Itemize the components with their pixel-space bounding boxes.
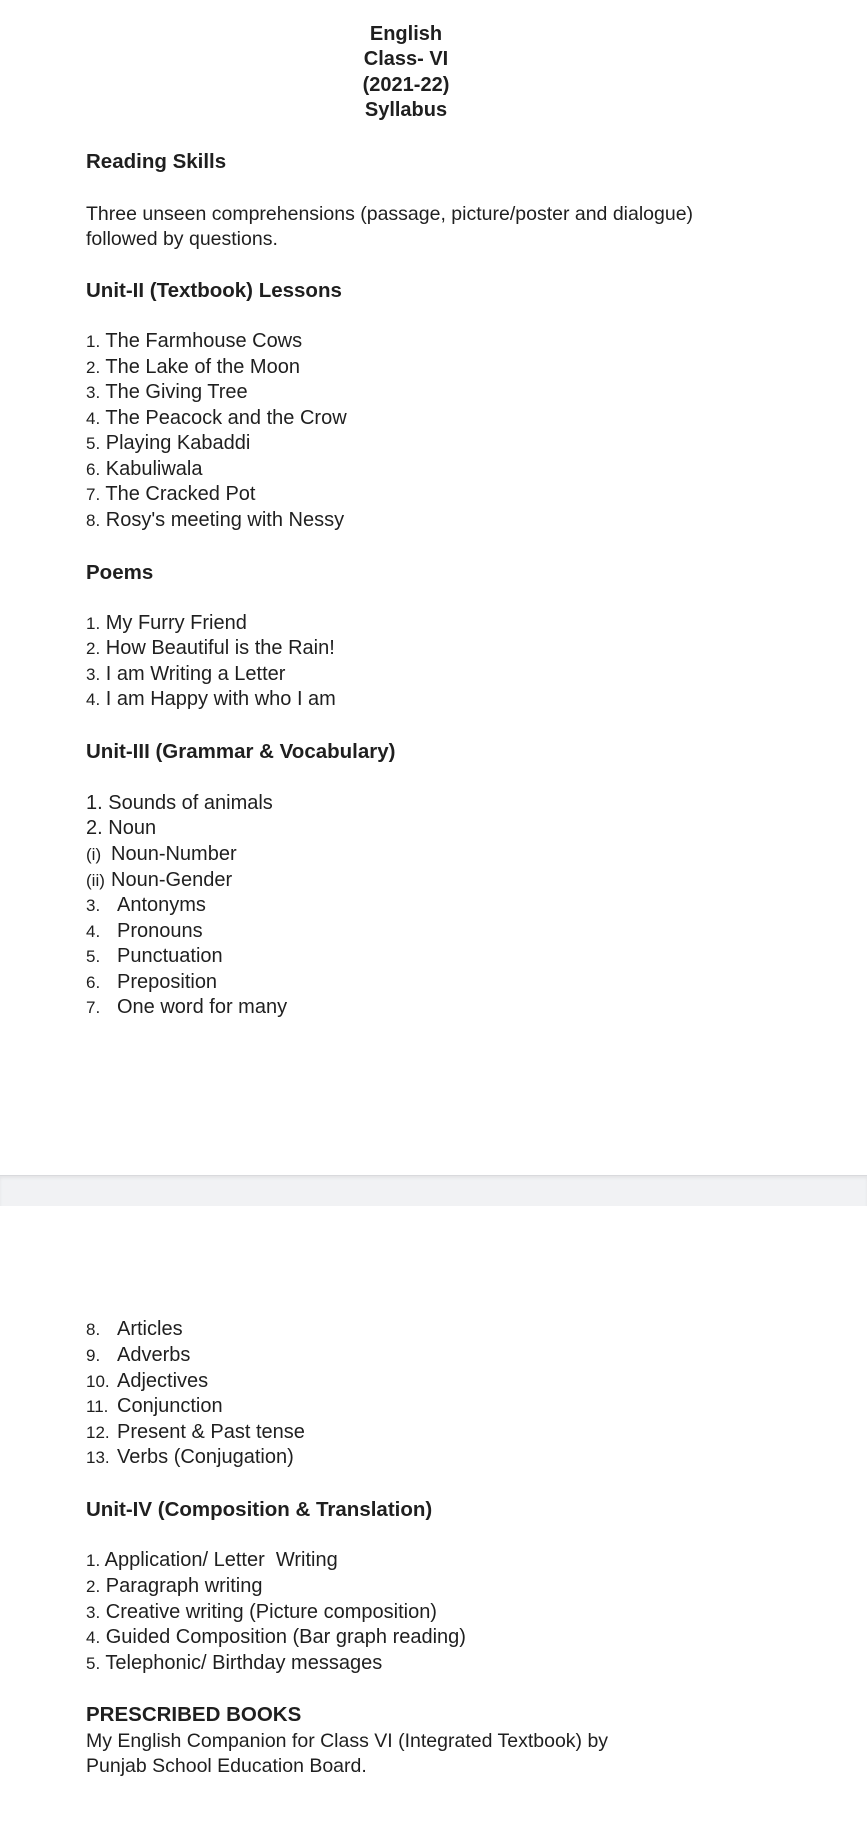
list-item: 12. Present & Past tense	[86, 1421, 305, 1443]
list-item: (i) Noun-Number	[86, 843, 237, 865]
list-item: 4. I am Happy with who I am	[86, 688, 336, 710]
list-item: 1. Sounds of animals	[86, 792, 273, 814]
list-item: 2. Paragraph writing	[86, 1575, 263, 1597]
reading-text-line-1: Three unseen comprehensions (passage, picture/poster and dialogue)	[86, 203, 694, 225]
list-item: 2. Noun	[86, 817, 157, 839]
reading-text-line-2: followed by questions.	[86, 228, 278, 250]
books-line-1: My English Companion for Class VI (Integrated Textbook) by	[86, 1730, 609, 1752]
list-item: 2. The Lake of the Moon	[86, 356, 300, 378]
list-item: 8. Rosy's meeting with Nessy	[86, 509, 345, 531]
list-item: 13. Verbs (Conjugation)	[86, 1446, 294, 1468]
list-item: 6. Preposition	[86, 971, 218, 993]
doc-subject: English	[369, 23, 443, 45]
heading-unit-4: Unit-IV (Composition & Translation)	[86, 1498, 433, 1521]
books-line-2: Punjab School Education Board.	[86, 1755, 367, 1777]
list-item: 1. Application/ Letter Writing	[86, 1549, 338, 1571]
list-item: 3. The Giving Tree	[86, 381, 248, 403]
list-item: 4. Pronouns	[86, 920, 203, 942]
list-item: 5. Playing Kabaddi	[86, 432, 251, 454]
list-item: 10. Adjectives	[86, 1370, 209, 1392]
doc-year: (2021-22)	[362, 74, 450, 96]
heading-unit-2: Unit-II (Textbook) Lessons	[86, 279, 342, 302]
list-item: 7. One word for many	[86, 996, 288, 1018]
list-item: 6. Kabuliwala	[86, 458, 203, 480]
doc-title: Syllabus	[364, 99, 448, 121]
list-item: 9. Adverbs	[86, 1344, 191, 1366]
list-item: 5. Telephonic/ Birthday messages	[86, 1652, 383, 1674]
heading-prescribed-books: PRESCRIBED BOOKS	[86, 1703, 302, 1726]
doc-class: Class- VI	[363, 48, 449, 70]
list-item: 3. Creative writing (Picture composition)	[86, 1601, 437, 1623]
list-item: 3. I am Writing a Letter	[86, 663, 286, 685]
list-item: 2. How Beautiful is the Rain!	[86, 637, 335, 659]
list-item: 7. The Cracked Pot	[86, 483, 256, 505]
list-item: 1. My Furry Friend	[86, 612, 247, 634]
list-item: 4. The Peacock and the Crow	[86, 407, 347, 429]
page-separator	[0, 1175, 867, 1207]
heading-reading-skills: Reading Skills	[86, 150, 227, 173]
list-item: (ii) Noun-Gender	[86, 869, 233, 891]
heading-poems: Poems	[86, 561, 154, 584]
list-item: 1. The Farmhouse Cows	[86, 330, 303, 352]
list-item: 11. Conjunction	[86, 1395, 223, 1417]
list-item: 4. Guided Composition (Bar graph reading)	[86, 1626, 466, 1648]
list-item: 8. Articles	[86, 1318, 183, 1340]
heading-unit-3: Unit-III (Grammar & Vocabulary)	[86, 740, 396, 763]
list-item: 5. Punctuation	[86, 945, 223, 967]
list-item: 3. Antonyms	[86, 894, 206, 916]
